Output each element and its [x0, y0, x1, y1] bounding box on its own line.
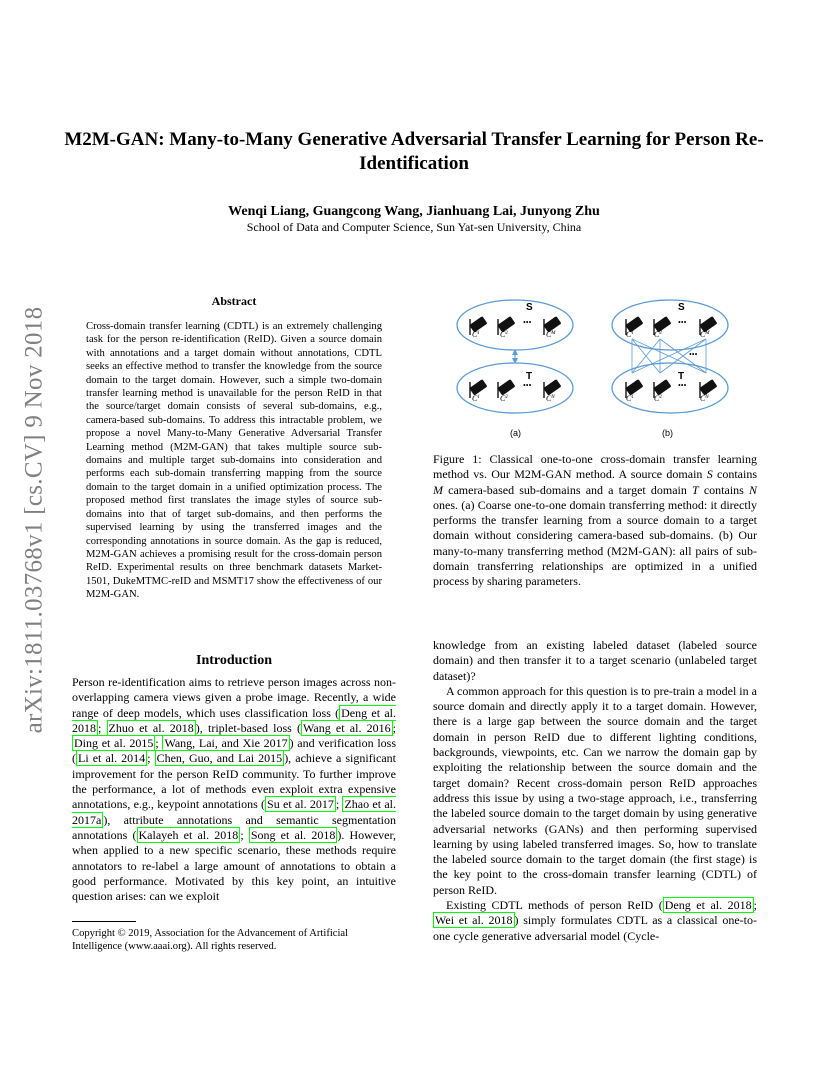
- introduction-left-column: Person re-identification aims to retrieve person images across non-overlapping camera views given a probe image. Recently, a wide range of deep models, which uses classification loss ( Deng et al. 2018 ; Zhuo et al. 2018 ), triplet-based loss ( Wang et al. 2016 ; Ding et al. 2015 ; Wang, Lai, and Xie 2017 ) and verification loss ( Li et al. 2014 ; Chen, Guo, and Lai 2015 ), achieve a significant improvement for the person ReID community. To further improve the performance, a lot of methods even exploit extra expensive annotations, e.g., keypoint annotations ( Su et al. 2017 ; Zhao et al. 2017a ), attribute annotations and semantic segmentation annotations ( Kalayeh et al. 2018 ; Song et al. 2018 ). However, when applied to a new specific scenario, these methods require annotators to re-label a large amount of annotations to obtain a good performance. Motivated by this key point, an intuitive question arises: can we exploit: [72, 675, 397, 904]
- arxiv-stamp: [14, 290, 54, 750]
- cam-label-s2: $C^2$: [500, 330, 508, 339]
- panel-a-dots-t: •••: [523, 381, 532, 390]
- panel-b-source-label: S: [678, 302, 685, 313]
- cam-label-b-s1: $C^1$: [626, 330, 634, 339]
- panel-b-dots-mid: •••: [689, 350, 698, 359]
- figure-1-caption: Figure 1: Classical one-to-one cross-domain transfer learning method vs. Our M2M-GAN method. A source domain S contains M camera-based sub-domains and a target domain T contains N ones. (a) Coarse one-to-one domain transferring method: it directly performs the transfer learning from a source domain to a target domain without considering camera-based sub-domains. (b) Our many-to-many transferring method (M2M-GAN): all pairs of sub-domain transferring relationships are optimized in a unified process by sharing parameters.: [433, 452, 757, 589]
- panel-b-dots-t: •••: [678, 381, 687, 390]
- paragraph: knowledge from an existing labeled dataset (labeled source domain) and then transfer it to a target scenario (unlabeled target dataset)?: [433, 638, 757, 683]
- citation-link[interactable]: Deng et al. 2018: [72, 705, 397, 735]
- panel-a-source-label: S: [526, 302, 533, 313]
- cam-label-b-t2: $C^2$: [654, 394, 662, 403]
- cam-label-b-s2: $C^2$: [654, 330, 662, 339]
- affiliation: School of Data and Computer Science, Sun Yat-sen University, China: [246, 220, 582, 234]
- authors: Wenqi Liang, Guangcong Wang, Jianhuang Lai, Junyong Zhu: [228, 204, 600, 219]
- panel-b-dots-s: •••: [678, 318, 687, 327]
- citation-link[interactable]: Deng et al. 2018: [664, 898, 752, 913]
- arxiv-id: arXiv:1811.03768v1 [cs.CV] 9 Nov 2018: [20, 306, 47, 734]
- copyright-footnote: Copyright © 2019, Association for the Advancement of Artificial Intelligence (www.aaai.org). All rights reserved.: [72, 928, 349, 953]
- panel-a: [457, 300, 573, 438]
- paragraph: Existing CDTL methods of person ReID ( Deng et al. 2018 ; Wei et al. 2018 ) simply formulates CDTL as a classical one-to-one cycle generative adversarial model (Cycle-: [433, 898, 758, 943]
- citation-link[interactable]: Zhuo et al. 2018: [108, 720, 194, 735]
- abstract-heading: Abstract: [211, 294, 257, 308]
- citation-link[interactable]: Song et al. 2018: [250, 827, 336, 842]
- panel-a-label: (a): [510, 428, 521, 438]
- introduction-heading: Introduction: [196, 653, 272, 668]
- panel-b-label: (b): [662, 428, 673, 438]
- panel-b: [612, 300, 728, 438]
- panel-b-target-label: T: [678, 371, 685, 382]
- cam-label-s1: $C^1$: [472, 330, 480, 339]
- citation-link[interactable]: Li et al. 2014: [78, 751, 146, 766]
- abstract-text: Cross-domain transfer learning (CDTL) is an extremely challenging task for the person re-identification (ReID). Given a source domain with annotations and a target domain without annotations, CDTL seeks an effective method to transfer the knowledge from the source domain to the target domain. However, such a simple two-domain transfer learning method is unavailable for the person ReID in that the source/target domain consists of several sub-domains, e.g., camera-based sub-domains. To address this intractable problem, we propose a novel Many-to-Many Generative Adversarial Transfer Learning method (M2M-GAN) that takes multiple source sub-domains and multiple target sub-domains into consideration and performs each sub-domain transferring mapping from the source domain to the target domain in a unified optimization process. The proposed method first translates the image styles of source sub-domains into that of target sub-domains, and then performs the supervised learning by using the transferred images and the corresponding annotations in source domain. As the gap is reduced, M2M-GAN achieves a promising result for the cross-domain person ReID. Experimental results on three benchmark datasets Market-1501, DukeMTMC-reID and MSMT17 show the effectiveness of our M2M-GAN.: [86, 321, 382, 601]
- cam-label-b-t1: $C^1$: [626, 394, 634, 403]
- panel-a-target-label: T: [526, 371, 533, 382]
- citation-link[interactable]: Wei et al. 2018: [435, 913, 513, 928]
- citation-link[interactable]: Wang et al. 2016: [303, 720, 391, 735]
- citation-link[interactable]: Su et al. 2017: [267, 797, 334, 812]
- cam-label-t2: $C^2$: [500, 394, 508, 403]
- paper-title: M2M-GAN: Many-to-Many Generative Adversarial Transfer Learning for Person Re-Identification: [64, 129, 764, 174]
- cam-label-b-tN: $C^N$: [700, 394, 709, 403]
- cam-label-t1: $C^1$: [472, 394, 480, 403]
- citation-link[interactable]: Ding et al. 2015: [74, 736, 154, 751]
- cam-label-tN: $C^N$: [546, 394, 555, 403]
- cam-label-b-sM: $C^M$: [700, 330, 710, 339]
- citation-link[interactable]: Wang, Lai, and Xie 2017: [164, 736, 288, 751]
- introduction-right-column: [433, 638, 757, 944]
- citation-link[interactable]: Chen, Guo, and Lai 2015: [156, 751, 283, 766]
- panel-a-dots-s: •••: [523, 318, 532, 327]
- citation-link[interactable]: Kalayeh et al. 2018: [138, 827, 239, 842]
- cam-label-sM: $C^M$: [546, 330, 556, 339]
- paragraph: A common approach for this question is to pre-train a model in a source domain and directly apply it to a target domain. However, there is a large gap between the source domain and the target domain in person ReID due to different lighting conditions, backgrounds, viewpoints, etc. Can we narrow the domain gap by exploiting the relationship between the source domain and the target domain? Recent cross-domain person ReID approaches address this issue by using a two-stage approach, i.e., transferring the labeled source domain to the target domain by using generative adversarial networks (GANs) and then performing supervised learning by using labeled transferred images. So, how to translate the labeled source domain to the target domain (the first stage) is the key point to the cross-domain transfer learning (CDTL) of person ReID.: [433, 683, 757, 897]
- citation-link[interactable]: Zhao et al. 2017a: [72, 797, 396, 827]
- figure-1: [440, 293, 760, 443]
- footnote-divider: [72, 921, 136, 922]
